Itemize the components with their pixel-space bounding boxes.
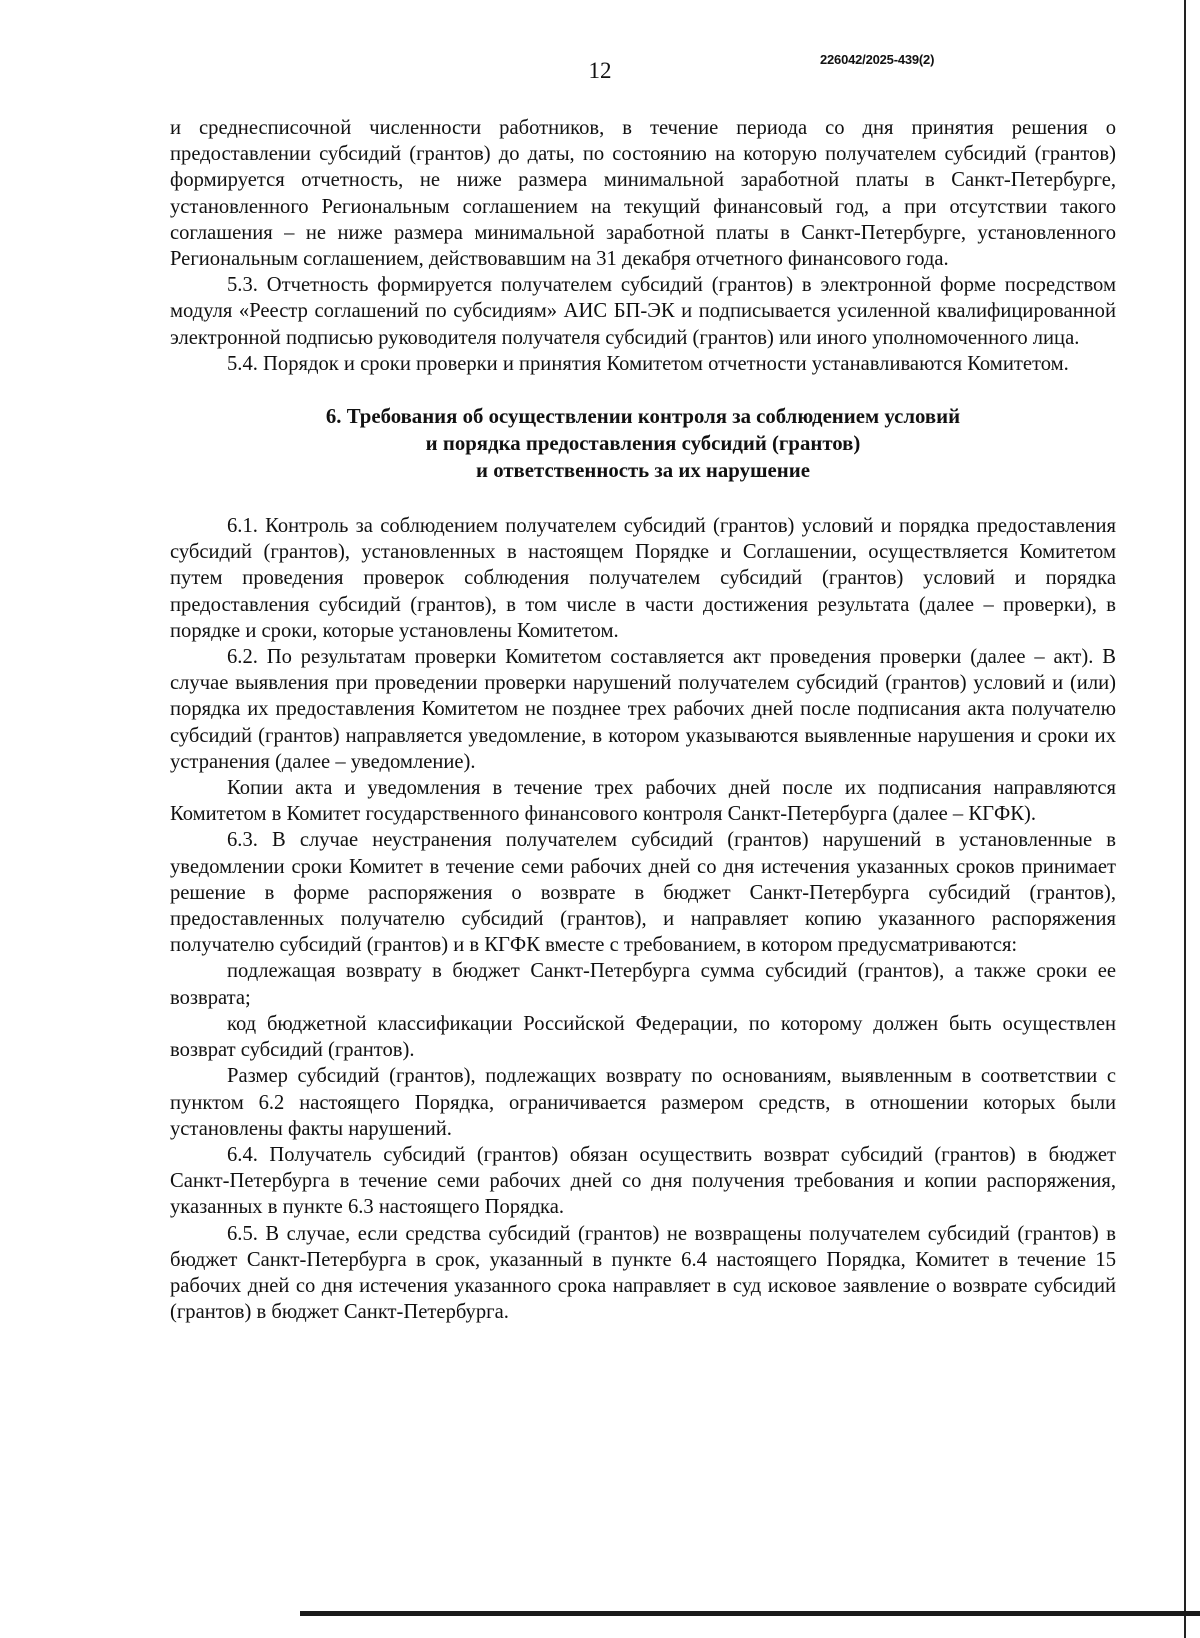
scan-bottom-edge [300,1611,1200,1616]
paragraph: 5.3. Отчетность формируется получателем субсидий (грантов) в электронной форме посредством модуля «Реестр соглашений по субсидиям» АИС БП-ЭК и подписывается усиленной квалифицированной электронной подписью руководителя получателя субсидий (грантов) или иного уполномоченного лица. [170,274,1116,349]
section-heading-line: и порядка предоставления субсидий (грантов) [425,432,861,456]
paragraph: 6.5. В случае, если средства субсидий (грантов) не возвращены получателем субсидий (грантов) в бюджет Санкт-Петербурга в срок, указанный в пункте 6.4 настоящего Порядка, Комитет в течение 15 рабочих дней со дня истечения указанного срока направляет в суд исковое заявление о возврате субсидий (грантов) в бюджет Санкт-Петербурга. [170,1222,1116,1324]
paragraph: Копии акта и уведомления в течение трех рабочих дней после их подписания направляются Комитетом в Комитет государственного финансового контроля Санкт-Петербурга (далее – КГФК). [170,777,1116,826]
paragraph: 6.1. Контроль за соблюдением получателем субсидий (грантов) условий и порядка предоставления субсидий (грантов), установленных в настоящем Порядке и Соглашении, осуществляется Комитетом путем проведения проверок соблюдения получателем субсидий (грантов) условий и порядка предоставления субсидий (грантов), в том числе в части достижения результата (далее – проверки), в порядке и сроки, которые установлены Комитетом. [170,515,1116,642]
document-id: 226042/2025-439(2) [820,52,935,67]
section-heading-line: и ответственность за их нарушение [476,459,810,483]
paragraph: и среднесписочной численности работников, в течение периода со дня принятия решения о предоставлении субсидий (грантов) до даты, по состоянию на которую получателем субсидий (грантов) формируется отчетность, не ниже размера минимальной заработной платы в Санкт-Петербурге, установленного Региональным соглашением на текущий финансовый год, а при отсутствии такого соглашения – не ниже размера минимальной заработной платы в Санкт-Петербурге, установленного Региональным соглашением, действовавшим на 31 декабря отчетного финансового года. [170,117,1116,271]
section-heading [170,403,1116,484]
paragraph: 6.2. По результатам проверки Комитетом составляется акт проведения проверки (далее – акт). В случае выявления при проведении проверки нарушений получателем субсидий (грантов) условий и (или) порядка их предоставления Комитетом не позднее трех рабочих дней после подписания акта получателю субсидий (грантов) направляется уведомление, в котором указываются выявленные нарушения и сроки их устранения (далее – уведомление). [170,646,1116,773]
paragraph: 6.3. В случае неустранения получателем субсидий (грантов) нарушений в установленные в уведомлении сроки Комитет в течение семи рабочих дней со дня истечения указанных сроков принимает решение в форме распоряжения о возврате в бюджет Санкт-Петербурга субсидий (грантов), предоставленных получателю субсидий (грантов), и направляет копию указанного распоряжения получателю субсидий (грантов) и в КГФК вместе с требованием, в котором предусматриваются: [170,829,1116,957]
scan-edge-line [1184,0,1186,1638]
paragraph: 5.4. Порядок и сроки проверки и принятия Комитетом отчетности устанавливаются Комитетом. [227,352,1069,375]
page-number: 12 [588,58,612,83]
section-heading-line: 6. Требования об осуществлении контроля за соблюдением условий [325,405,961,429]
paragraph: код бюджетной классификации Российской Федерации, по которому должен быть осуществлен возврат субсидий (грантов). [170,1012,1116,1062]
paragraph: Размер субсидий (грантов), подлежащих возврату по основаниям, выявленным в соответствии с пунктом 6.2 настоящего Порядка, ограничивается размером средств, в отношении которых были установлены факты нарушений. [170,1065,1116,1140]
document-body [170,115,1116,1325]
paragraph: подлежащая возврату в бюджет Санкт-Петербурга сумма субсидий (грантов), а также сроки ее возврата; [170,960,1116,1009]
paragraph: 6.4. Получатель субсидий (грантов) обязан осуществить возврат субсидий (грантов) в бюджет Санкт-Петербурга в течение семи рабочих дней со дня получения требования и копии распоряжения, указанных в пункте 6.3 настоящего Порядка. [170,1143,1116,1219]
